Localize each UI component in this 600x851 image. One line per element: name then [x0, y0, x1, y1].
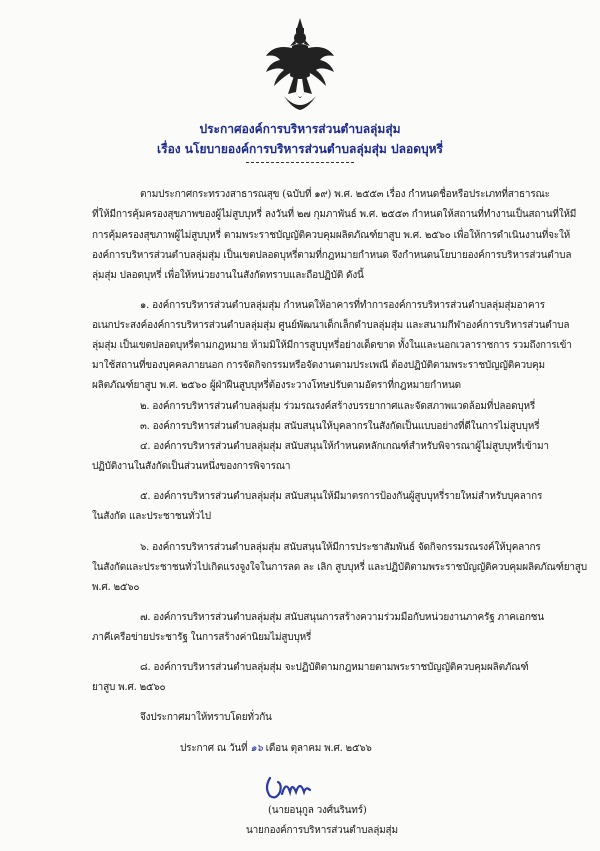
announcement-date: [180, 744, 372, 754]
signatory-position: นายกองค์การบริหารส่วนตำบลลุ่มสุ่ม: [246, 825, 398, 836]
handwritten-signature: [262, 768, 326, 802]
body-line: ลุ่มสุ่ม เป็นเขตปลอดบุหรี่ตามกฎหมาย ห้ามมิให้มีการสูบบุหรี่อย่างเด็ดขาด ทั้งในและนอกเวลาราชการ รวมถึงการเข้า: [92, 340, 572, 351]
body-line: องค์การบริหารส่วนตำบลลุ่มสุ่ม เป็นเขตปลอดบุหรี่ตามที่กฎหมายกำหนด จึงกำหนดนโยบายองค์การบริหารส่วนตำบล: [92, 250, 572, 261]
body-line: มาใช้สถานที่ของบุคคลภายนอก การจัดกิจกรรมหรือจัดงานตามประเพณี ต้องปฏิบัติตามพระราชบัญญัติควบคุม: [92, 360, 545, 371]
date-day: ๑๖: [250, 743, 263, 754]
policy-item-2: ๒. องค์การบริหารส่วนตำบลลุ่มสุ่ม ร่วมรณรงค์สร้างบรรยากาศและจัดสภาพแวดล้อมที่ปลอดบุหรี่: [140, 401, 536, 412]
policy-item-7: ๗. องค์การบริหารส่วนตำบลลุ่มสุ่ม สนับสนุนการสร้างความร่วมมือกับหน่วยงานภาครัฐ ภาคเอกชน: [140, 612, 544, 623]
policy-item-6: ๖. องค์การบริหารส่วนตำบลลุ่มสุ่ม สนับสนุนให้มีการประชาสัมพันธ์ จัดกิจกรรมรณรงค์ให้บุคลากร: [140, 542, 541, 553]
policy-item-1: ๑. องค์การบริหารส่วนตำบลลุ่มสุ่ม กำหนดให้อาคารที่ทำการองค์การบริหารส่วนตำบลลุ่มสุ่มอาคาร: [140, 300, 545, 311]
announcement-title: ประกาศองค์การบริหารส่วนตำบลลุ่มสุ่ม: [199, 122, 401, 136]
body-line: ภาคีเครือข่ายประชารัฐ ในการสร้างค่านิยมไม่สูบบุหรี่: [92, 632, 312, 643]
policy-item-8: ๘. องค์การบริหารส่วนตำบลลุ่มสุ่ม จะปฏิบัติตามกฎหมายตามพระราชบัญญัติควบคุมผลิตภัณฑ์: [140, 662, 529, 673]
body-line: การคุ้มครองสุขภาพผู้ไม่สูบบุหรี่ ตามพระราชบัญญัติควบคุมผลิตภัณฑ์ยาสูบ พ.ศ. ๒๕๖๐ เพื่อให้การดำเนินงานที่จะให้: [92, 230, 571, 241]
policy-item-3: ๓. องค์การบริหารส่วนตำบลลุ่มสุ่ม สนับสนุนให้บุคลากรในสังกัดเป็นแบบอย่างที่ดีในการไม่สูบบุหรี่: [140, 421, 540, 432]
body-line: ผลิตภัณฑ์ยาสูบ พ.ศ. ๒๕๖๐ ผู้ฝ่าฝืนสูบบุหรี่ต้องระวางโทษปรับตามอัตราที่กฎหมายกำหนด: [92, 380, 461, 391]
garuda-emblem-icon: [262, 16, 338, 116]
title-divider: [246, 162, 354, 163]
body-line: ที่ให้มีการคุ้มครองสุขภาพของผู้ไม่สูบบุหรี่ ลงวันที่ ๒๗ กุมภาพันธ์ พ.ศ. ๒๕๕๓ กำหนดให้สถานที่ทำงานเป็นสถานที่ให้มี: [92, 209, 577, 220]
body-line: ตามประกาศกระทรวงสาธารณสุข (ฉบับที่ ๑๙) พ.ศ. ๒๕๕๓ เรื่อง กำหนดชื่อหรือประเภทที่สาธารณะ: [140, 189, 550, 200]
policy-item-5: ๕. องค์การบริหารส่วนตำบลลุ่มสุ่ม สนับสนุนให้มีมาตรการป้องกันผู้สูบบุหรี่รายใหม่สำหรับบุคลากร: [140, 491, 543, 502]
body-line: ลุ่มสุ่ม ปลอดบุหรี่ เพื่อให้หน่วยงานในสังกัดทราบและถือปฏิบัติ ดังนี้: [92, 270, 364, 281]
policy-item-4: ๔. องค์การบริหารส่วนตำบลลุ่มสุ่ม สนับสนุนให้กำหนดหลักเกณฑ์สำหรับพิจารณาผู้ไม่สูบบุหรี่เข้ามา: [140, 441, 549, 452]
body-line: ปฏิบัติงานในสังกัดเป็นส่วนหนึ่งของการพิจารณา: [92, 461, 291, 472]
body-line: ยาสูบ พ.ศ. ๒๕๖๐: [92, 682, 166, 693]
signatory-name: (นายอนุกูล วงศ์นรินทร์): [268, 805, 367, 816]
body-line: อเนกประสงค์องค์การบริหารส่วนตำบลลุ่มสุ่ม ศูนย์พัฒนาเด็กเล็กตำบลลุ่มสุ่ม และสนามกีฬาองค์การบริหารส่วนตำบล: [92, 320, 570, 331]
body-line: ในสังกัด และประชาชนทั่วไป: [92, 511, 211, 522]
body-line: พ.ศ. ๒๕๖๐: [92, 582, 140, 593]
date-suffix: เดือน ตุลาคม พ.ศ. ๒๕๖๖: [265, 743, 372, 754]
closing-statement: จึงประกาศมาให้ทราบโดยทั่วกัน: [140, 712, 272, 723]
body-line: ในสังกัดและประชาชนทั่วไปเกิดแรงจูงใจในการลด ละ เลิก สูบบุหรี่ และปฏิบัติตามพระราชบัญญัติควบคุมผลิตภัณฑ์ยาสูบ: [92, 562, 587, 573]
announcement-subject: เรื่อง นโยบายองค์การบริหารส่วนตำบลลุ่มสุ่ม ปลอดบุหรี่: [157, 142, 443, 156]
date-prefix: ประกาศ ณ วันที่: [180, 743, 248, 754]
